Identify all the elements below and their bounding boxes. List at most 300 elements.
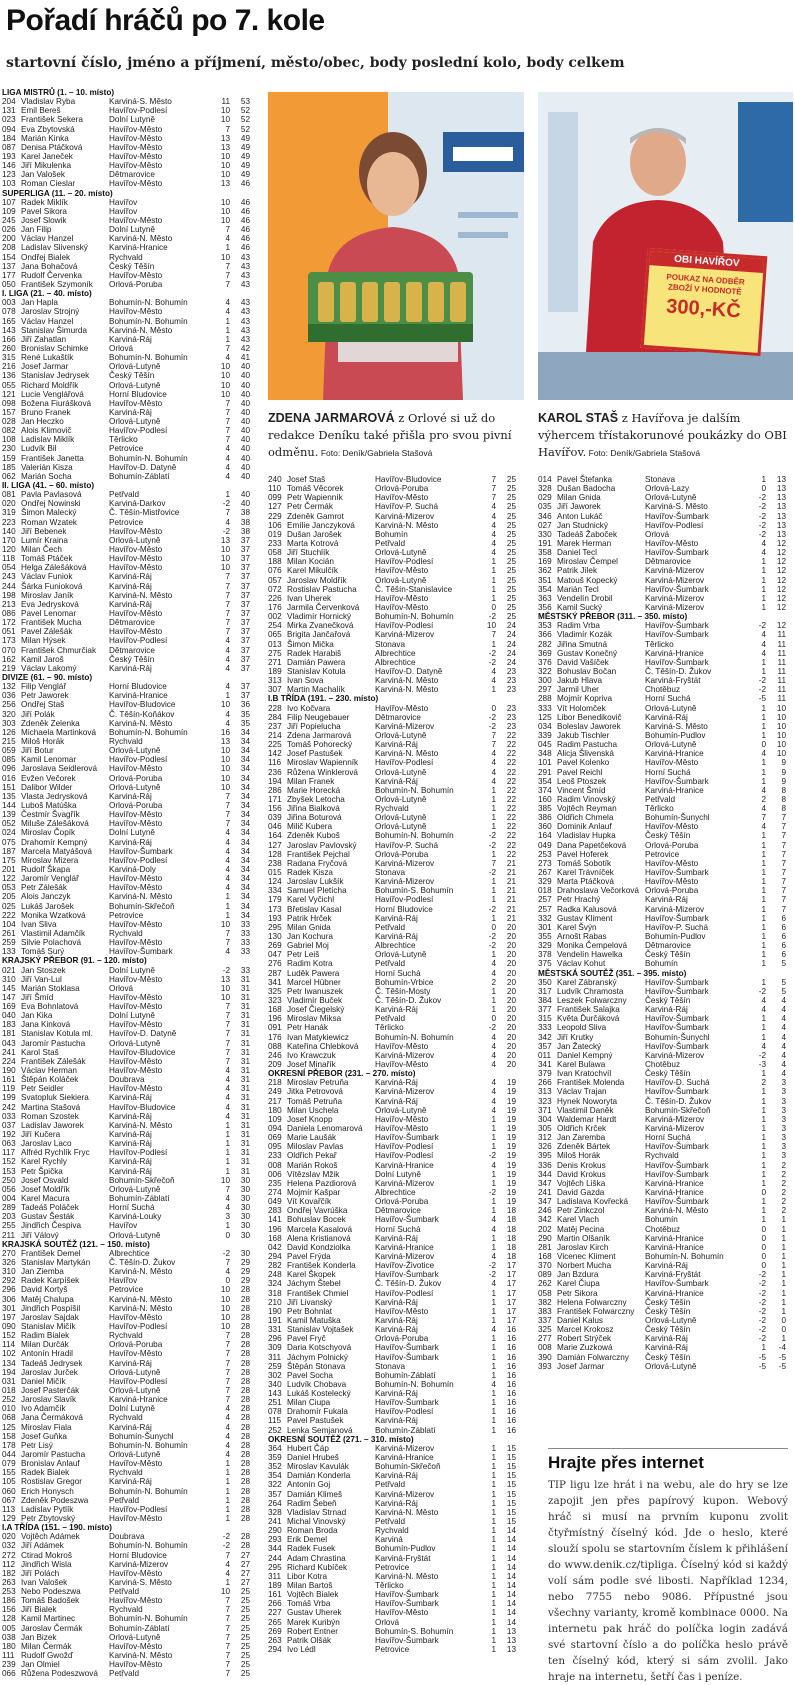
player-city: Karviná-N. Město [109,325,173,335]
player-city: Karviná-Ráj [375,1315,418,1325]
start-number: 318 [268,1288,282,1298]
total-points: 34 [240,791,250,801]
total-points: 3 [781,1087,786,1097]
player-name: Tomáš Vrba [287,1599,331,1609]
player-name: Radka Kalusová [557,904,617,914]
start-number: 002 [268,612,282,622]
total-points: 12 [776,602,786,612]
photo-karol-stas [538,92,793,400]
last-round-points: 10 [220,106,230,116]
total-points: 7 [781,858,786,868]
last-round-points: 1 [225,901,230,911]
total-points: 34 [240,746,250,756]
total-points: 37 [240,572,250,582]
total-points: 19 [506,1142,516,1152]
last-round-points: 1 [491,1315,496,1325]
player-row [268,1225,524,1234]
player-row [2,828,250,837]
player-city: Bohumín-N. Bohumín [109,1486,188,1496]
total-points: 17 [506,1279,516,1289]
player-row [2,444,250,453]
player-city: Č. Těšín-D. Žukov [645,666,712,676]
total-points: 25 [506,584,516,594]
player-row [538,1215,793,1224]
player-name: Patrik Jílek [557,566,598,576]
player-city: Havířov-Šumbark [375,1343,439,1353]
player-name: Jana Kinková [21,1020,71,1030]
player-row [268,475,524,484]
player-city: Karviná-N. Město [109,1294,173,1304]
last-round-points: 7 [225,1184,230,1194]
player-city: Karviná-Hranice [645,1233,704,1243]
player-city: Karviná-Fryštát [645,676,701,686]
total-points: 40 [240,380,250,390]
last-round-points: 4 [491,1060,496,1069]
last-round-points: 4 [225,1440,230,1450]
last-round-points: 10 [220,170,230,180]
player-row [268,1517,524,1526]
last-round-points: 10 [220,362,230,372]
player-name: Josef Jarmar [21,362,69,372]
last-round-points: 7 [225,1047,230,1057]
player-city: Dolní Lutyně [109,115,155,125]
player-name: Robert Entner [287,1626,338,1636]
start-number: 157 [2,407,16,417]
last-round-points: 4 [225,444,230,454]
last-round-points: 10 [220,563,230,573]
start-number: 088 [268,1041,282,1051]
total-points: 20 [506,941,516,951]
total-points: 17 [506,1288,516,1298]
player-name: Josef Slowik [21,215,67,225]
start-number: 096 [2,764,16,774]
total-points: 34 [240,755,250,765]
player-row [538,658,793,667]
total-points: 23 [506,685,516,695]
league-heading: I.B TŘÍDA (191. – 230. místo) [268,694,379,704]
photo-woman-illustration [268,92,524,400]
last-round-points: 7 [225,938,230,948]
last-round-points: 1 [491,1571,496,1581]
player-name: Karel Bulawa [557,1060,606,1069]
last-round-points: 1 [761,1206,766,1216]
player-city: Rychvald [109,1605,143,1615]
total-points: 37 [240,545,250,555]
total-points: 33 [240,919,250,929]
last-round-points: 1 [491,877,496,887]
player-city: Karviná-N. Město [109,892,173,902]
player-row [538,1353,793,1362]
player-row [538,667,793,676]
last-round-points: 4 [225,1413,230,1423]
player-row [2,317,250,326]
player-city: Havířov-Město [645,877,699,887]
player-name: Vojtěch Adámek [21,1532,80,1542]
total-points: 9 [781,767,786,777]
player-city: Havířov-Město [375,1041,429,1051]
player-row [268,1279,524,1288]
player-name: Milič Kubera [287,822,333,832]
player-row [268,1572,524,1581]
player-city: Orlová [109,343,134,353]
player-name: Jiří Botur [21,746,54,756]
player-row [2,1359,250,1368]
player-name: Radek Fusek [287,1544,336,1554]
total-points: 11 [777,630,786,640]
start-number: 366 [538,630,552,640]
player-row [2,1258,250,1267]
player-city: Karviná-Ráj [375,740,418,750]
start-number: 209 [268,1060,282,1069]
last-round-points: 7 [225,1632,230,1642]
player-name: Richard Moldřík [21,380,79,390]
player-city: Bohumín [645,959,678,969]
total-points: 29 [240,1267,250,1277]
total-points: 25 [506,593,516,603]
start-number: 292 [2,1276,16,1286]
start-number: 253 [2,1587,16,1597]
total-points: 46 [240,243,250,253]
start-number: 175 [2,855,16,865]
last-round-points: 7 [225,928,230,938]
player-name: Damián Pawera [287,657,346,667]
player-row [538,1179,793,1188]
start-number: 180 [268,1105,282,1115]
player-name: Vicenec Kliment [557,1251,616,1261]
last-round-points: 4 [225,864,230,874]
start-number: 028 [2,417,16,427]
player-city: Havířov [109,1276,138,1286]
player-city: Karviná-Ráj [375,1096,418,1106]
player-city: Dolní Lutyně [109,965,155,975]
player-city: Havířov-Šumbark [645,1014,709,1024]
start-number: 205 [2,892,16,902]
player-row [268,594,524,603]
player-city: Karviná-Ráj [645,1261,688,1271]
player-row [538,493,793,502]
player-name: Dominik Anlauf [557,822,612,832]
last-round-points: 7 [225,1367,230,1377]
player-name: Marián Tecl [557,584,599,594]
player-row [2,646,250,655]
player-city: Karviná-Fryštát [645,1270,701,1280]
start-number: 039 [268,813,282,823]
player-city: Orlová-Lutyně [645,493,697,503]
start-number: 339 [538,730,552,740]
total-points: 0 [781,1325,786,1335]
start-number: 355 [538,932,552,942]
player-row [2,1551,250,1560]
player-row [2,1368,250,1377]
total-points: 28 [240,1440,250,1450]
player-city: Bohumín-Pudlov [645,730,706,740]
player-row [268,1097,524,1106]
start-number: 107 [2,197,16,207]
last-round-points: -3 [758,1060,766,1069]
total-points: 31 [240,1056,250,1066]
last-round-points: 4 [225,234,230,244]
last-round-points: 1 [761,1133,766,1143]
player-city: Bohumín [645,1215,678,1225]
start-number: 078 [2,307,16,317]
player-name: Václav Hanzel [21,234,74,244]
player-name: Damián Folwarczny [557,1352,629,1362]
last-round-points: 4 [225,298,230,308]
last-round-points: 7 [225,407,230,417]
start-number: 042 [268,1242,282,1252]
player-name: Jiří Stuchlík [287,548,330,558]
player-name: Jaromír Pastucha [21,1449,86,1459]
player-row [2,1322,250,1331]
total-points: 24 [506,639,516,649]
player-name: Jiří Adámek [21,1541,64,1551]
player-city: Karviná-Ráj [375,1297,418,1307]
player-city: Bohumín-Záblatí [109,471,170,481]
player-row [268,932,524,941]
total-points: 28 [240,1477,250,1487]
last-round-points: -2 [222,965,230,975]
player-city: Stonava [375,1361,406,1371]
last-round-points: -2 [758,1315,766,1325]
player-row [268,1444,524,1453]
total-points: 16 [506,1370,516,1380]
last-round-points: 1 [761,1096,766,1106]
total-points: 24 [506,657,516,667]
start-number: 154 [2,252,16,262]
total-points: 12 [776,584,786,594]
player-row [2,1157,250,1166]
player-name: Radek Miklík [21,197,68,207]
last-round-points: 1 [761,776,766,786]
last-round-points: 1 [225,1513,230,1523]
player-city: Bohumín-N. Bohumín [375,785,454,795]
last-round-points: 13 [220,535,230,545]
last-round-points: 10 [220,1312,230,1322]
player-city: Karviná-S. Město [109,1577,172,1587]
player-row [538,950,793,959]
player-name: Jan Heczko [21,417,64,427]
player-city: Karviná-Mizerov [375,858,435,868]
player-row [2,810,250,819]
total-points: 4 [781,1050,786,1060]
player-name: Ivan Valošek [21,1577,68,1587]
player-row [2,636,250,645]
player-city: Horní Bludovice [109,682,167,692]
last-round-points: 7 [225,572,230,582]
total-points: 49 [240,151,250,161]
player-row [2,1386,250,1395]
start-number: 341 [268,977,282,987]
last-round-points: 10 [220,252,230,262]
player-name: Bruno Franek [21,407,71,417]
player-name: Jana Bohačová [21,261,78,271]
league-heading: I. LIGA (21. – 40. místo) [2,289,92,299]
total-points: 16 [506,1416,516,1426]
start-number: 020 [2,499,16,509]
player-row [2,326,250,335]
player-name: Miroslav Janík [21,590,74,600]
player-name: Jana Čermáková [21,1413,83,1423]
player-city: Bohumín [375,529,408,539]
player-city: Rychvald [109,928,143,938]
start-number: 233 [268,1151,282,1161]
start-number: 127 [268,502,282,512]
total-points: 6 [781,913,786,923]
player-city: Havířov-Šumbark [645,1041,709,1051]
player-name: Vendelín Hawelka [557,950,623,960]
player-city: Havířov-Město [109,764,163,774]
player-row [2,1660,250,1669]
player-name: Radim Vrba [557,621,600,631]
player-city: Petřvald [375,1014,406,1024]
start-number: 328 [538,484,552,494]
player-city: Karviná-N. Město [109,1267,173,1277]
player-row [268,831,524,840]
total-points: 29 [240,1258,250,1267]
player-row [2,1642,250,1651]
last-round-points: 1 [761,877,766,887]
player-name: Josef Čiegelský [287,1005,345,1015]
start-number: 219 [2,663,16,673]
total-points: 14 [506,1590,516,1600]
start-number: 191 [268,1315,282,1325]
player-name: Ondřej Staš [21,700,65,710]
total-points: 24 [506,621,516,631]
player-name: Jindřich Wisla [21,1559,72,1569]
total-points: 24 [506,630,516,640]
player-row [268,585,524,594]
total-points: 52 [240,124,250,134]
player-name: Mojmír Kopriva [557,694,613,704]
player-row [538,521,793,530]
start-number: 312 [538,1133,552,1143]
player-name: Evžen Večorek [21,773,76,783]
start-number: 076 [268,566,282,576]
player-row [2,426,250,435]
player-row [268,758,524,767]
start-number: 173 [2,636,16,646]
player-row [2,417,250,426]
last-round-points: 1 [491,986,496,996]
player-row [2,856,250,865]
player-city: Havířov-Město [375,493,429,503]
total-points: 46 [240,206,250,216]
player-name: Petr Sikora [557,1288,598,1298]
last-round-points: 1 [761,475,766,484]
player-city: Horní Suchá [645,767,691,777]
player-row [268,804,524,813]
player-name: Josef Staš [287,475,326,484]
start-number: 193 [268,913,282,923]
photo-credit: Foto: Deník/Gabriela Stašová [586,448,701,458]
last-round-points: 1 [491,804,496,814]
last-round-points: 2 [491,977,496,987]
player-name: Stanislav Mičík [21,1321,76,1331]
start-number: 086 [2,609,16,619]
total-points: 37 [240,609,250,619]
total-points: 3 [781,1078,786,1088]
player-city: Havířov-Šumbark [645,1197,709,1207]
last-round-points: 10 [220,371,230,381]
start-number: 291 [538,767,552,777]
start-number: 193 [2,151,16,161]
last-round-points: 4 [761,1005,766,1015]
start-number: 348 [538,749,552,759]
player-row [2,435,250,444]
start-number: 023 [2,115,16,125]
player-row [2,1011,250,1020]
total-points: 25 [506,502,516,512]
last-round-points: 1 [491,1242,496,1252]
last-round-points: 1 [491,1416,496,1426]
last-round-points: 0 [761,740,766,750]
player-row [2,344,250,353]
last-round-points: 1 [491,1133,496,1143]
player-row [2,1167,250,1176]
total-points: 28 [240,1294,250,1304]
player-city: Karviná-Mizerov [645,1114,705,1124]
last-round-points: 1 [761,959,766,969]
player-name: Jaroslav Laco [21,1139,72,1149]
total-points: 15 [506,1453,516,1463]
last-round-points: 1 [225,910,230,920]
player-row [2,262,250,271]
player-name: Emil Bereš [21,106,61,116]
total-points: 18 [506,1206,516,1216]
start-number: 053 [2,883,16,893]
total-points: 42 [240,343,250,353]
player-row [268,795,524,804]
player-city: Karviná-Ráj [109,1157,152,1167]
total-points: 28 [240,1321,250,1331]
last-round-points: 4 [761,538,766,548]
total-points: 3 [781,1142,786,1152]
start-number: 142 [268,749,282,759]
player-name: Radim Vinovský [557,794,616,804]
player-city: Petřvald [375,959,406,969]
player-name: Zdena Jarmarová [287,730,352,740]
player-city: Karviná-Ráj [375,1078,418,1088]
total-points: 21 [506,877,516,887]
total-points: 37 [240,535,250,545]
start-number: 257 [538,904,552,914]
player-city: Bohumín-N. Bohumín [375,612,454,622]
total-points: 10 [776,749,786,759]
start-number: 238 [268,858,282,868]
player-name: Jaromír Pastucha [21,1038,86,1048]
start-number: 021 [2,965,16,975]
last-round-points: 1 [491,566,496,576]
player-row [268,786,524,795]
start-number: 330 [538,529,552,539]
start-number: 054 [2,563,16,573]
player-name: Eva Bohnlatová [21,1002,79,1012]
total-points: 28 [240,1312,250,1322]
last-round-points: -2 [758,1297,766,1307]
player-name: Helena Folwarczny [557,1297,627,1307]
total-points: 37 [240,691,250,701]
total-points: 1 [781,1306,786,1316]
player-name: Marek Kuribýn [287,1617,340,1627]
player-name: Erich Honysch [21,1486,74,1496]
total-points: 31 [240,1038,250,1048]
player-row [538,557,793,566]
last-round-points: 10 [220,206,230,216]
total-points: 14 [506,1535,516,1545]
player-city: Havířov-Bludovice [109,1102,176,1112]
player-row [268,1243,524,1252]
player-row [268,1353,524,1362]
